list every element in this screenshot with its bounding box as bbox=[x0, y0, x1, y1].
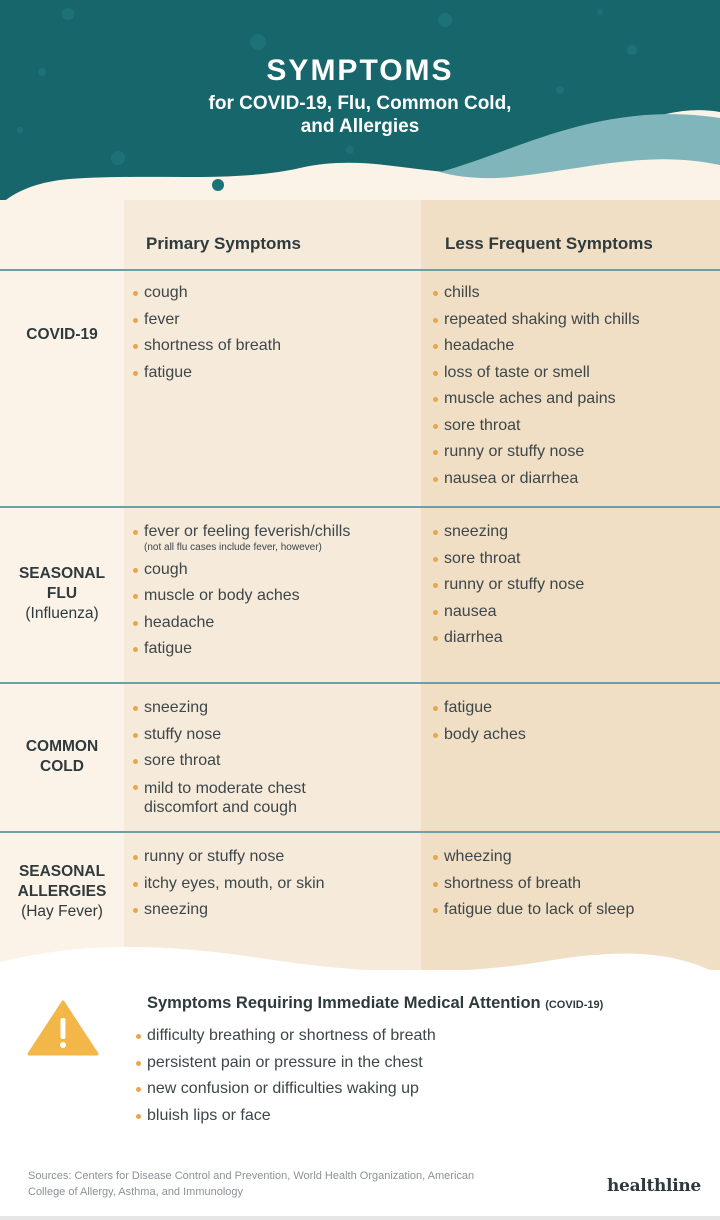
column-header-primary: Primary Symptoms bbox=[146, 234, 301, 253]
column-header-less-frequent: Less Frequent Symptoms bbox=[445, 234, 653, 253]
emergency-heading-text: Symptoms Requiring Immediate Medical Attention bbox=[147, 994, 541, 1012]
list-item-text-line-2: discomfort and cough bbox=[144, 798, 297, 816]
row-label-covid-text: COVID-19 bbox=[26, 326, 98, 343]
row-divider bbox=[0, 269, 720, 271]
row-label-cold bbox=[0, 737, 124, 777]
row-divider bbox=[0, 506, 720, 508]
covid-less-list bbox=[433, 280, 640, 492]
list-item: sore throat bbox=[133, 748, 306, 775]
list-item: stuffy nose bbox=[133, 722, 306, 749]
row-label-covid bbox=[0, 325, 124, 345]
allergies-primary-list bbox=[133, 844, 325, 924]
emergency-heading bbox=[147, 994, 603, 1013]
list-item bbox=[133, 775, 306, 817]
list-item: headache bbox=[133, 610, 350, 637]
allergies-less-list bbox=[433, 844, 634, 924]
bottom-wave bbox=[0, 920, 720, 1000]
list-item: headache bbox=[433, 333, 640, 360]
list-item: persistent pain or pressure in the chest bbox=[136, 1050, 436, 1077]
list-item: wheezing bbox=[433, 844, 634, 871]
symptom-table bbox=[0, 200, 720, 970]
row-label-cold-line-2: COLD bbox=[40, 758, 84, 775]
list-item: cough bbox=[133, 557, 350, 584]
page-subtitle-line-2: and Allergies bbox=[300, 116, 420, 137]
cold-primary-list bbox=[133, 695, 306, 817]
list-item: diarrhea bbox=[433, 625, 584, 652]
list-item: runny or stuffy nose bbox=[133, 844, 325, 871]
list-item: loss of taste or smell bbox=[433, 360, 640, 387]
list-item: muscle aches and pains bbox=[433, 386, 640, 413]
sources-line-2: College of Allergy, Asthma, and Immunology bbox=[28, 1186, 244, 1198]
list-item: body aches bbox=[433, 722, 526, 749]
row-label-flu-sub: (Influenza) bbox=[25, 605, 99, 622]
bottom-rule bbox=[0, 1216, 720, 1220]
list-item: shortness of breath bbox=[433, 871, 634, 898]
row-divider bbox=[0, 831, 720, 833]
list-item: nausea bbox=[433, 599, 584, 626]
sources-note bbox=[28, 1168, 558, 1200]
list-item: runny or stuffy nose bbox=[433, 572, 584, 599]
list-item: bluish lips or face bbox=[136, 1103, 436, 1130]
list-item: chills bbox=[433, 280, 640, 307]
warning-icon bbox=[27, 1000, 99, 1056]
flu-primary-list bbox=[133, 519, 350, 663]
page-title: SYMPTOMS bbox=[266, 54, 454, 87]
list-item-text-line-1: mild to moderate chest bbox=[144, 779, 306, 797]
list-item: sore throat bbox=[433, 546, 584, 573]
list-item: shortness of breath bbox=[133, 333, 281, 360]
list-item: new confusion or difficulties waking up bbox=[136, 1076, 436, 1103]
list-item: difficulty breathing or shortness of breath bbox=[136, 1023, 436, 1050]
row-label-flu-line-1: SEASONAL bbox=[18, 565, 106, 582]
list-item: fatigue bbox=[133, 636, 350, 663]
row-label-allergies-line-2: ALLERGIES bbox=[17, 883, 107, 900]
list-item: sneezing bbox=[433, 519, 584, 546]
healthline-logo: healthline bbox=[607, 1176, 701, 1196]
page-subtitle-line-1: for COVID-19, Flu, Common Cold, bbox=[208, 93, 512, 114]
row-label-cold-line-1: COMMON bbox=[25, 738, 99, 755]
row-label-allergies-line-1: SEASONAL bbox=[18, 863, 106, 880]
list-item: sneezing bbox=[133, 897, 325, 924]
list-item: fatigue bbox=[133, 360, 281, 387]
header-text bbox=[0, 52, 720, 138]
list-item: fatigue due to lack of sleep bbox=[433, 897, 634, 924]
list-item: sore throat bbox=[433, 413, 640, 440]
fever-footnote: (not all flu cases include fever, however) bbox=[144, 541, 322, 553]
flu-less-list bbox=[433, 519, 584, 652]
sources-line-1: Sources: Centers for Disease Control and Prevention, World Health Organization, American bbox=[28, 1170, 475, 1182]
emergency-list bbox=[136, 1023, 436, 1129]
list-item: runny or stuffy nose bbox=[433, 439, 640, 466]
list-item: sneezing bbox=[133, 695, 306, 722]
list-item: repeated shaking with chills bbox=[433, 307, 640, 334]
list-item bbox=[133, 519, 350, 554]
row-label-allergies bbox=[0, 862, 124, 922]
list-item: itchy eyes, mouth, or skin bbox=[133, 871, 325, 898]
row-divider bbox=[0, 682, 720, 684]
list-item: cough bbox=[133, 280, 281, 307]
list-item: fatigue bbox=[433, 695, 526, 722]
cold-less-list bbox=[433, 695, 526, 748]
list-item: nausea or diarrhea bbox=[433, 466, 640, 493]
covid-primary-list bbox=[133, 280, 281, 386]
list-item: muscle or body aches bbox=[133, 583, 350, 610]
row-label-flu-line-2: FLU bbox=[46, 585, 78, 602]
row-label-flu bbox=[0, 564, 124, 624]
list-item: fever bbox=[133, 307, 281, 334]
row-label-allergies-sub: (Hay Fever) bbox=[21, 903, 103, 920]
emergency-heading-scope: (COVID-19) bbox=[545, 999, 604, 1011]
list-item-text: fever or feeling feverish/chills bbox=[144, 523, 351, 540]
